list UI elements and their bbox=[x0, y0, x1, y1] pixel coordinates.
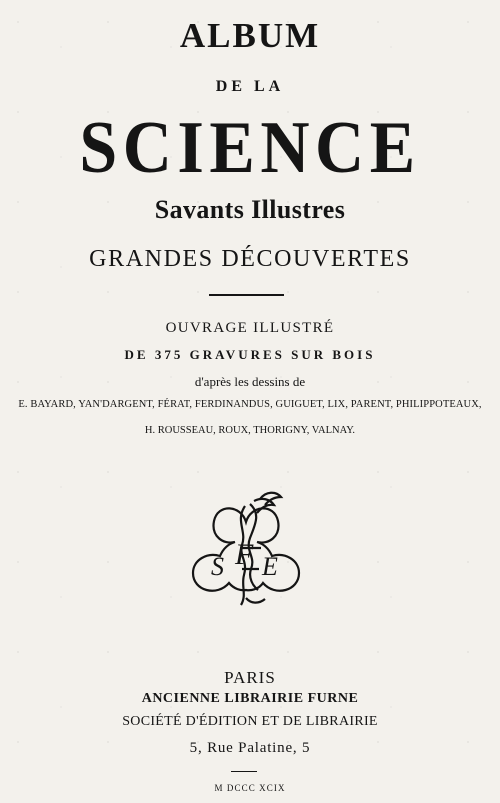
footer-separator bbox=[231, 771, 257, 772]
artists-line-2: H. ROUSSEAU, ROUX, THORIGNY, VALNAY. bbox=[144, 425, 356, 436]
after-drawings: d'après les dessins de bbox=[194, 374, 306, 389]
publisher-company: SOCIÉTÉ D'ÉDITION ET DE LIBRAIRIE bbox=[122, 714, 378, 729]
publication-year: M DCCC XCIX bbox=[214, 783, 286, 793]
artists-line-1: E. BAYARD, YAN'DARGENT, FÉRAT, FERDINANDUS, GUIGUET, LIX, PARENT, PHILIPPOTEAUX, bbox=[18, 399, 482, 410]
publisher-monogram-icon bbox=[180, 487, 310, 612]
subtitle-decouvertes: GRANDES DÉCOUVERTES bbox=[89, 246, 411, 272]
publisher-address: 5, Rue Palatine, 5 bbox=[189, 740, 311, 756]
work-description: OUVRAGE ILLUSTRÉ bbox=[165, 320, 335, 336]
publisher-city: PARIS bbox=[224, 668, 276, 687]
science-title: SCIENCE bbox=[79, 107, 421, 189]
title-connector: DE LA bbox=[215, 78, 285, 95]
engravings-count: DE 375 GRAVURES SUR BOIS bbox=[124, 347, 376, 362]
publisher-name: ANCIENNE LIBRAIRIE FURNE bbox=[141, 691, 359, 706]
emblem-letter-e: E bbox=[262, 552, 278, 581]
emblem-letter-s: S bbox=[211, 552, 224, 581]
title-separator bbox=[209, 294, 284, 296]
emblem-letter-f: F bbox=[235, 538, 254, 571]
album-title: ALBUM bbox=[179, 16, 321, 55]
subtitle-savants: Savants Illustres bbox=[154, 195, 346, 224]
